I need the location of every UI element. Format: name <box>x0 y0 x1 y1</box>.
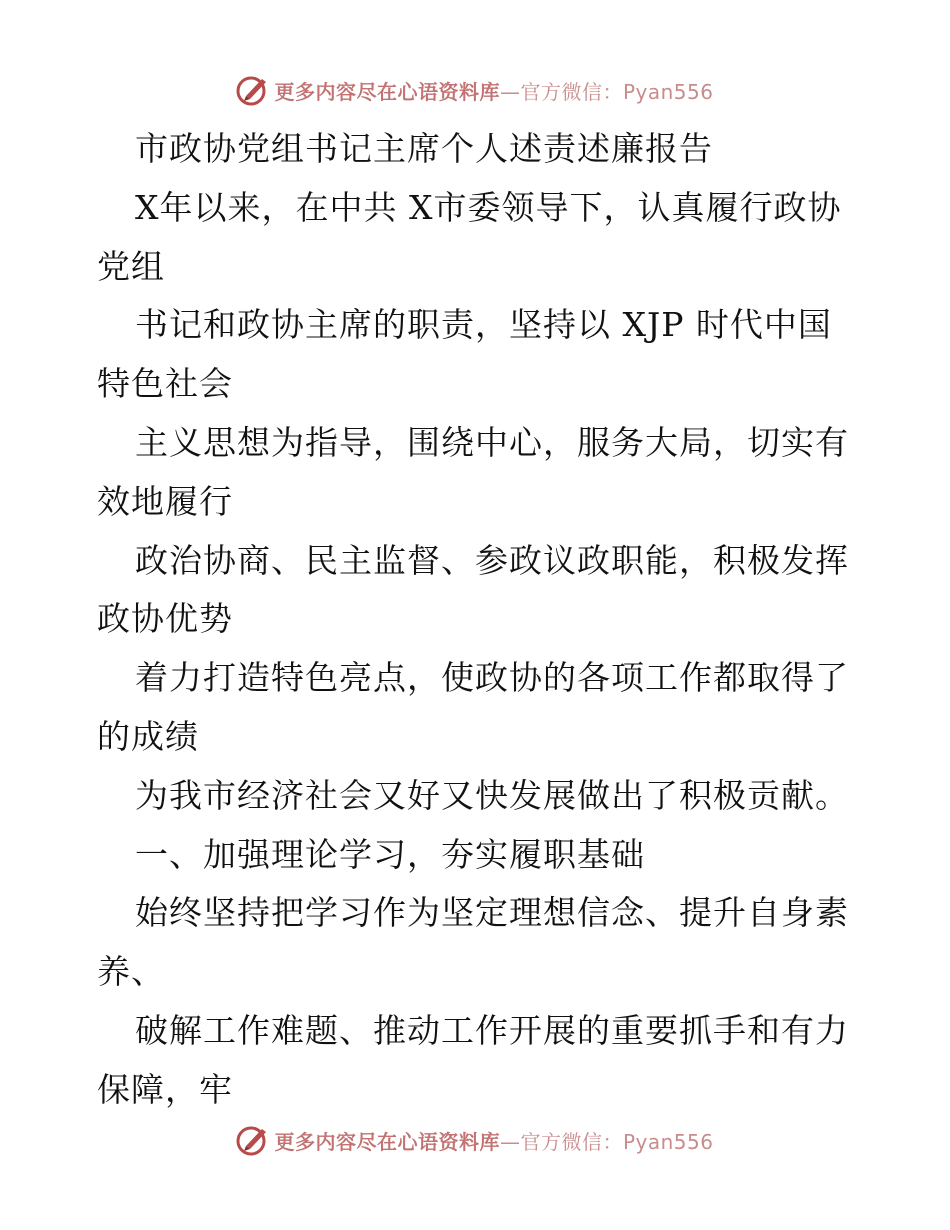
banner-main: 更多内容尽在心语资料库 <box>274 79 500 104</box>
text-line: 一、加强理论学习，夯实履职基础 <box>135 834 645 874</box>
text-line: 破解工作难题、推动工作开展的重要抓手和有力 <box>135 1010 849 1050</box>
text-line: 养、 <box>97 952 165 992</box>
banner-contact: 官方微信：Pyan556 <box>520 1129 714 1154</box>
banner-main: 更多内容尽在心语资料库 <box>274 1129 500 1154</box>
text-line: 主义思想为指导，围绕中心，服务大局，切实有 <box>135 422 849 462</box>
text-line: 的成绩 <box>97 716 199 756</box>
banner-text <box>274 1126 713 1155</box>
text-line: 党组 <box>97 246 165 286</box>
text-line: 始终坚持把学习作为坚定理想信念、提升自身素 <box>135 893 849 933</box>
text-line: 政治协商、民主监督、参政议政职能，积极发挥 <box>135 540 849 580</box>
banner-contact: 官方微信：Pyan556 <box>520 79 714 104</box>
document-body <box>97 120 857 1120</box>
text-line: 效地履行 <box>97 481 233 521</box>
text-line: X年以来，在中共 X市委领导下，认真履行政协 <box>135 187 842 227</box>
pen-logo-icon <box>236 1123 270 1157</box>
document-title: 市政协党组书记主席个人述责述廉报告 <box>135 129 713 168</box>
banner-text <box>274 76 713 105</box>
text-line: 保障，牢 <box>97 1069 233 1109</box>
text-line: 书记和政协主席的职责，坚持以 XJP 时代中国 <box>135 305 832 345</box>
header-banner <box>0 72 950 108</box>
banner-separator: — <box>499 1129 521 1154</box>
banner-separator: — <box>499 79 521 104</box>
footer-banner <box>0 1122 950 1158</box>
text-line: 政协优势 <box>97 599 233 639</box>
text-line: 特色社会 <box>97 364 233 404</box>
pen-logo-icon <box>236 73 270 107</box>
text-line: 着力打造特色亮点，使政协的各项工作都取得了 <box>135 658 849 698</box>
text-line: 为我市经济社会又好又快发展做出了积极贡献。 <box>135 775 849 815</box>
